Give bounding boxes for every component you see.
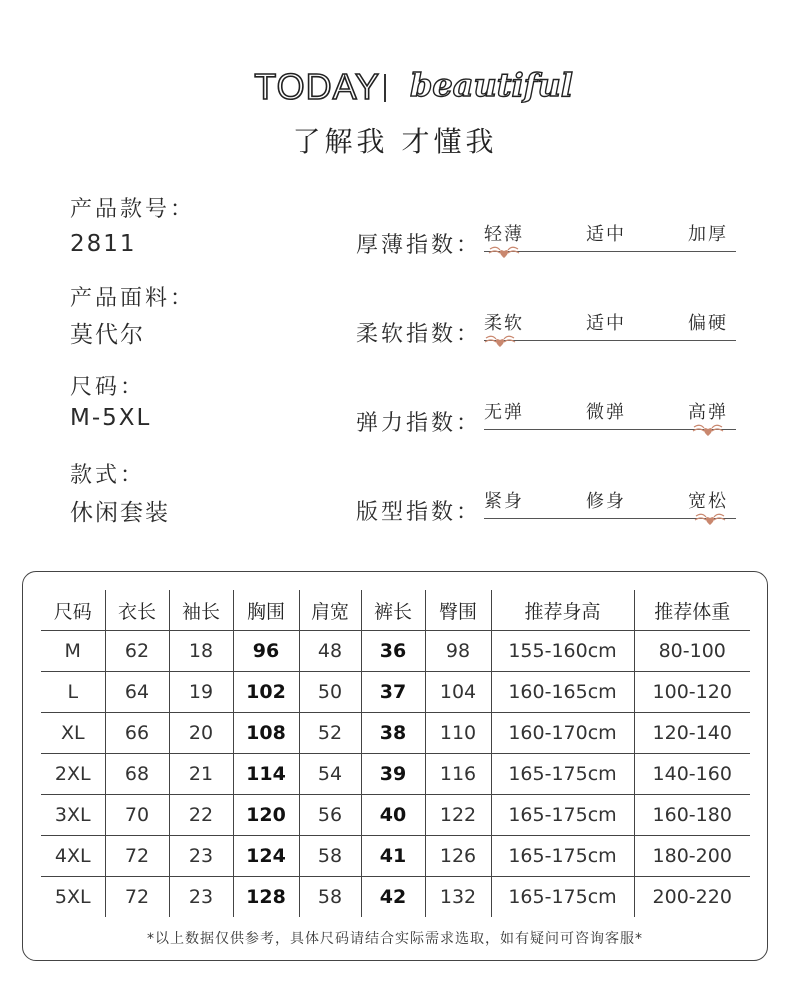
header-height: 推荐身高 — [491, 590, 634, 631]
cell-chest: 114 — [233, 754, 299, 795]
index-scale-line — [484, 340, 736, 341]
cell-length: 68 — [105, 754, 169, 795]
cell-size: L — [41, 672, 105, 713]
cell-pants-length: 37 — [361, 672, 425, 713]
cell-chest: 96 — [233, 631, 299, 672]
winged-heart-icon — [488, 244, 520, 260]
cell-weight: 200-220 — [634, 877, 750, 918]
cell-hip: 122 — [425, 795, 491, 836]
cell-sleeve: 22 — [169, 795, 233, 836]
cell-chest: 120 — [233, 795, 299, 836]
cell-height: 160-165cm — [491, 672, 634, 713]
cell-length: 72 — [105, 877, 169, 918]
winged-heart-icon — [484, 333, 516, 349]
cell-hip: 116 — [425, 754, 491, 795]
header-chest: 胸围 — [233, 590, 299, 631]
header-hip: 臀围 — [425, 590, 491, 631]
fabric-value: 莫代尔 — [70, 322, 145, 348]
model-label: 产品款号： — [70, 197, 196, 222]
cell-pants-length: 42 — [361, 877, 425, 918]
header-separator — [384, 74, 386, 102]
cell-length: 70 — [105, 795, 169, 836]
cell-size: 2XL — [41, 754, 105, 795]
cell-pants-length: 39 — [361, 754, 425, 795]
cell-height: 165-175cm — [491, 795, 634, 836]
cell-shoulder: 56 — [299, 795, 361, 836]
cell-sleeve: 20 — [169, 713, 233, 754]
cell-length: 62 — [105, 631, 169, 672]
cell-height: 160-170cm — [491, 713, 634, 754]
cell-pants-length: 38 — [361, 713, 425, 754]
cell-size: 4XL — [41, 836, 105, 877]
index-option: 偏硬 — [688, 313, 728, 334]
index-option: 高弹 — [688, 402, 728, 423]
cell-sleeve: 18 — [169, 631, 233, 672]
index-option: 适中 — [586, 313, 626, 334]
cell-height: 155-160cm — [491, 631, 634, 672]
index-option: 修身 — [586, 491, 626, 512]
table-row — [41, 754, 750, 795]
header-length: 衣长 — [105, 590, 169, 631]
cell-weight: 120-140 — [634, 713, 750, 754]
size-table — [41, 590, 750, 917]
table-header-row — [41, 590, 750, 631]
cell-size: 5XL — [54, 886, 91, 908]
index-option: 宽松 — [688, 491, 728, 512]
header-today: TODAY — [254, 66, 380, 107]
index-option: 轻薄 — [484, 224, 524, 245]
cell-sleeve: 19 — [169, 672, 233, 713]
header-weight: 推荐体重 — [634, 590, 750, 631]
cell-pants-length: 40 — [361, 795, 425, 836]
cell-hip: 98 — [425, 631, 491, 672]
index-option: 微弹 — [586, 402, 626, 423]
index-option: 加厚 — [688, 224, 728, 245]
winged-heart-icon — [694, 511, 726, 527]
cell-pants-length: 36 — [361, 631, 425, 672]
header-shoulder: 肩宽 — [299, 590, 361, 631]
style-label: 款式： — [70, 463, 146, 488]
header-sleeve: 袖长 — [169, 590, 233, 631]
table-row — [41, 631, 750, 672]
cell-chest: 102 — [233, 672, 299, 713]
cell-shoulder: 48 — [299, 631, 361, 672]
model-value: 2811 — [70, 231, 137, 257]
fabric-label: 产品面料： — [70, 286, 196, 311]
cell-weight: 140-160 — [634, 754, 750, 795]
cell-shoulder: 54 — [299, 754, 361, 795]
cell-hip: 110 — [425, 713, 491, 754]
cell-shoulder: 58 — [299, 836, 361, 877]
cell-size: M — [41, 631, 105, 672]
cell-chest: 124 — [233, 836, 299, 877]
cell-sleeve: 23 — [169, 877, 233, 918]
cell-height: 165-175cm — [491, 836, 634, 877]
size-value: M-5XL — [70, 405, 152, 431]
cell-length: 66 — [105, 713, 169, 754]
cell-weight: 180-200 — [634, 836, 750, 877]
cell-shoulder: 58 — [299, 877, 361, 918]
table-row — [41, 795, 750, 836]
cell-height: 165-175cm — [491, 754, 634, 795]
cell-hip: 132 — [425, 877, 491, 918]
index-option: 适中 — [586, 224, 626, 245]
table-row — [41, 836, 750, 877]
winged-heart-icon — [692, 422, 724, 438]
style-value: 休闲套装 — [70, 500, 170, 526]
cell-shoulder: 52 — [299, 713, 361, 754]
table-row — [41, 713, 750, 754]
index-label: 柔软指数： — [356, 322, 482, 347]
cell-length: 64 — [105, 672, 169, 713]
cell-size: XL — [41, 713, 105, 754]
header-subtitle: 了解我 才懂我 — [292, 125, 498, 158]
index-label: 弹力指数： — [356, 411, 482, 436]
size-footnote: *以上数据仅供参考，具体尺码请结合实际需求选取，如有疑问可咨询客服* — [147, 931, 643, 947]
size-label: 尺码： — [70, 375, 146, 400]
header-beautiful: beautiful — [410, 66, 573, 104]
cell-size: 3XL — [41, 795, 105, 836]
header-size: 尺码 — [41, 590, 105, 631]
cell-hip: 104 — [425, 672, 491, 713]
header-pants-length: 裤长 — [361, 590, 425, 631]
index-label: 厚薄指数： — [356, 233, 482, 258]
cell-sleeve: 21 — [169, 754, 233, 795]
index-label: 版型指数： — [356, 500, 482, 525]
cell-weight: 100-120 — [634, 672, 750, 713]
cell-hip: 126 — [425, 836, 491, 877]
cell-shoulder: 50 — [299, 672, 361, 713]
cell-weight: 160-180 — [634, 795, 750, 836]
cell-height: 165-175cm — [491, 877, 634, 918]
index-option: 柔软 — [484, 313, 524, 334]
index-option: 紧身 — [484, 491, 524, 512]
cell-chest: 108 — [233, 713, 299, 754]
table-row — [41, 877, 750, 918]
cell-pants-length: 41 — [361, 836, 425, 877]
table-row — [41, 672, 750, 713]
index-option: 无弹 — [484, 402, 524, 423]
cell-chest: 128 — [233, 877, 299, 918]
cell-length: 72 — [105, 836, 169, 877]
cell-weight: 80-100 — [634, 631, 750, 672]
cell-sleeve: 23 — [169, 836, 233, 877]
index-scale-line — [484, 251, 736, 252]
